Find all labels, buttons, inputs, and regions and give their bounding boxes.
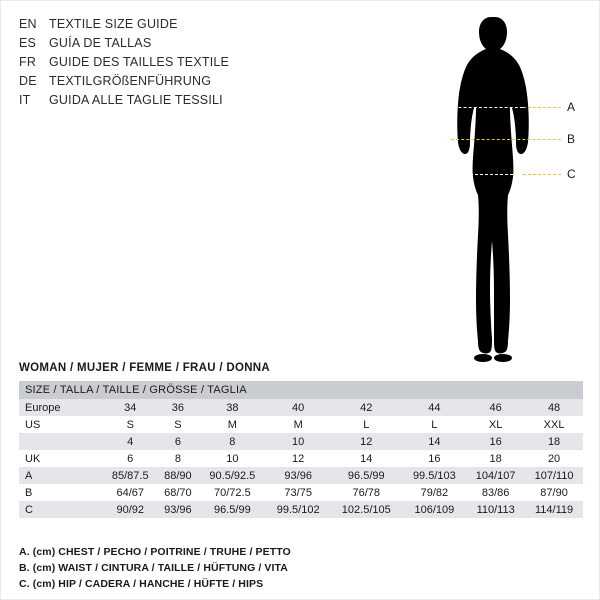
cell: 8 [157, 450, 198, 467]
row-label: Europe [19, 399, 103, 416]
cell: 70/72.5 [198, 484, 266, 501]
cell: 76/78 [330, 484, 403, 501]
section-title: WOMAN / MUJER / FEMME / FRAU / DONNA [19, 362, 271, 374]
cell: 10 [198, 450, 266, 467]
row-label: A [19, 467, 103, 484]
cell: 44 [403, 399, 467, 416]
cell: 6 [103, 450, 157, 467]
measure-label-a: A [567, 100, 576, 114]
measurement-figure [401, 9, 591, 369]
cell: 34 [103, 399, 157, 416]
cell: S [157, 416, 198, 433]
language-code: IT [19, 93, 31, 107]
cell: 90/92 [103, 501, 157, 518]
note-waist: B. (cm) WAIST / CINTURA / TAILLE / HÜFTUNG / VITA [19, 562, 288, 574]
language-title: GUIDE DES TAILLES TEXTILE [49, 55, 230, 69]
table-header-cell: SIZE / TALLA / TAILLE / GRÖSSE / TAGLIA [19, 381, 583, 399]
table-row [19, 416, 583, 433]
cell: 104/107 [466, 467, 525, 484]
cell: 4 [103, 433, 157, 450]
cell: 36 [157, 399, 198, 416]
cell: 93/96 [157, 501, 198, 518]
cell: 99.5/103 [403, 467, 467, 484]
language-title: TEXTILE SIZE GUIDE [49, 17, 178, 31]
note-hip: C. (cm) HIP / CADERA / HANCHE / HÜFTE / HIPS [19, 578, 264, 590]
cell: 85/87.5 [103, 467, 157, 484]
language-row [19, 17, 319, 36]
cell: 16 [403, 450, 467, 467]
hip-guide-line [445, 174, 523, 175]
table-row [19, 450, 583, 467]
table-row [19, 484, 583, 501]
language-row [19, 55, 319, 74]
hip-guide-line-extension [523, 174, 561, 175]
cell: 12 [330, 433, 403, 450]
chest-guide-line-extension [523, 107, 561, 108]
row-label: B [19, 484, 103, 501]
language-code: ES [19, 36, 37, 50]
row-label: C [19, 501, 103, 518]
waist-guide-line [451, 139, 561, 140]
cell: 96.5/99 [330, 467, 403, 484]
table-header-row [19, 381, 583, 399]
cell: 20 [525, 450, 583, 467]
cell: 16 [466, 433, 525, 450]
cell: 14 [403, 433, 467, 450]
table-row [19, 433, 583, 450]
measure-label-b: B [567, 132, 576, 146]
cell: 18 [466, 450, 525, 467]
chest-guide-line [443, 107, 523, 108]
cell: 110/113 [466, 501, 525, 518]
cell: 6 [157, 433, 198, 450]
size-table [19, 381, 583, 518]
cell: 96.5/99 [198, 501, 266, 518]
language-row [19, 93, 319, 112]
language-title: GUÍA DE TALLAS [49, 36, 152, 50]
language-row [19, 36, 319, 55]
cell: L [403, 416, 467, 433]
size-table-wrapper [19, 381, 583, 518]
language-title-block [19, 17, 319, 112]
measurement-notes [19, 544, 291, 592]
language-code: EN [19, 17, 37, 31]
cell: 79/82 [403, 484, 467, 501]
cell: XL [466, 416, 525, 433]
cell: 18 [525, 433, 583, 450]
measure-label-c: C [567, 167, 576, 181]
cell: 46 [466, 399, 525, 416]
cell: 102.5/105 [330, 501, 403, 518]
cell: 83/86 [466, 484, 525, 501]
cell: 107/110 [525, 467, 583, 484]
cell: 10 [266, 433, 330, 450]
cell: S [103, 416, 157, 433]
cell: 87/90 [525, 484, 583, 501]
cell: 73/75 [266, 484, 330, 501]
cell: 38 [198, 399, 266, 416]
cell: 64/67 [103, 484, 157, 501]
language-code: FR [19, 55, 37, 69]
cell: XXL [525, 416, 583, 433]
cell: 93/96 [266, 467, 330, 484]
row-label: US [19, 416, 103, 433]
cell: L [330, 416, 403, 433]
table-row [19, 467, 583, 484]
cell: 48 [525, 399, 583, 416]
cell: M [198, 416, 266, 433]
cell: M [266, 416, 330, 433]
cell: 14 [330, 450, 403, 467]
cell: 40 [266, 399, 330, 416]
cell: 12 [266, 450, 330, 467]
row-label [19, 433, 103, 450]
cell: 99.5/102 [266, 501, 330, 518]
row-label: UK [19, 450, 103, 467]
cell: 114/119 [525, 501, 583, 518]
female-silhouette-icon [431, 9, 551, 369]
language-title: TEXTILGRÖßENFÜHRUNG [49, 74, 212, 88]
note-chest: A. (cm) CHEST / PECHO / POITRINE / TRUHE / PETTO [19, 546, 291, 558]
cell: 68/70 [157, 484, 198, 501]
cell: 90.5/92.5 [198, 467, 266, 484]
language-title: GUIDA ALLE TAGLIE TESSILI [49, 93, 223, 107]
cell: 88/90 [157, 467, 198, 484]
table-row [19, 399, 583, 416]
table-row [19, 501, 583, 518]
cell: 8 [198, 433, 266, 450]
language-code: DE [19, 74, 37, 88]
language-row [19, 74, 319, 93]
cell: 106/109 [403, 501, 467, 518]
cell: 42 [330, 399, 403, 416]
